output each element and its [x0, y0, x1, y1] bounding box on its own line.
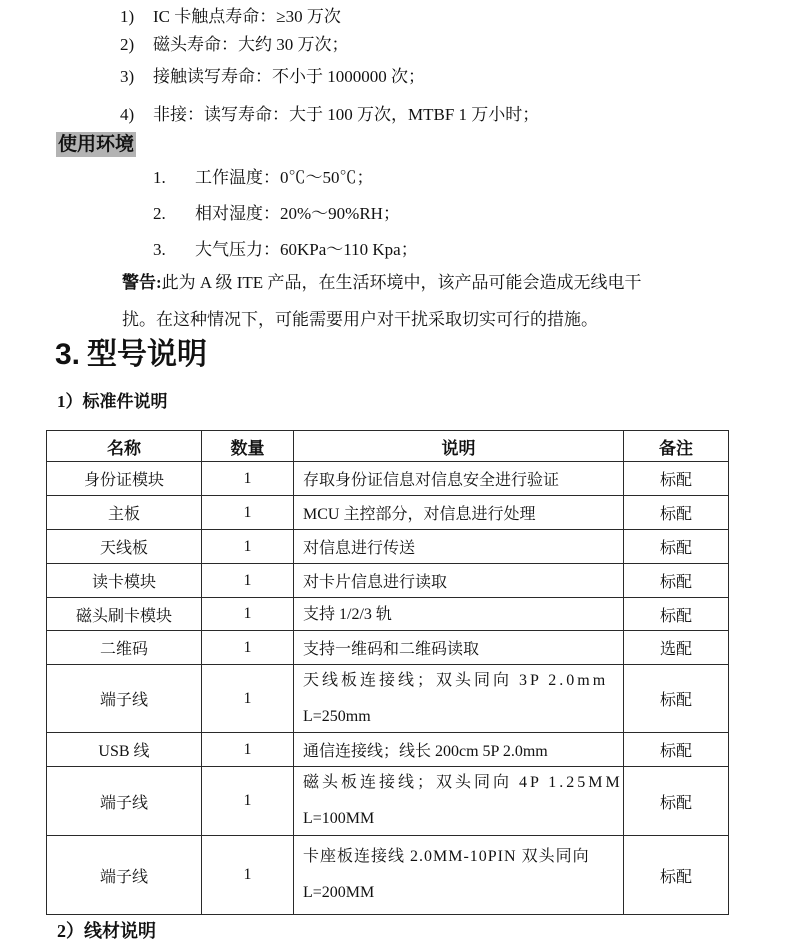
parts-table [46, 430, 729, 915]
cell-desc: 磁头板连接线；双头同向 4P 1.25MM L=100MM [294, 766, 624, 835]
header-cell-remark: 备注 [659, 438, 693, 458]
cell-remark: 标配 [624, 597, 728, 630]
cell-name: 身份证模块 [47, 461, 202, 495]
list-number: 1. [153, 168, 166, 187]
table-row [47, 563, 728, 597]
env-heading: 使用环境 [58, 134, 135, 155]
warning-label: 警告: [122, 273, 162, 292]
list-text: 工作温度：0℃～50℃； [195, 168, 374, 187]
cell-desc: MCU 主控部分，对信息进行处理 [294, 495, 624, 529]
table-row [47, 766, 728, 835]
cell-remark: 标配 [624, 766, 728, 835]
cell-remark: 标配 [624, 732, 728, 766]
cell-desc: 支持 1/2/3 轨 [294, 597, 624, 630]
cell-qty: 1 [202, 529, 294, 563]
header-cell-desc: 说明 [294, 431, 624, 461]
table-row [47, 630, 728, 664]
list-number: 2) [120, 35, 135, 54]
list-number: 3) [120, 67, 135, 86]
cell-remark: 标配 [624, 835, 728, 914]
list-number: 1) [120, 7, 135, 26]
cell-name: 磁头刷卡模块 [47, 597, 202, 630]
list-text: 磁头寿命：大约 30 万次； [153, 35, 349, 54]
env-list-item [153, 203, 400, 224]
cell-remark: 标配 [624, 495, 728, 529]
table-row [47, 529, 728, 563]
env-list-item [153, 167, 374, 188]
list-text: 相对湿度：20%～90%RH； [195, 204, 400, 223]
cell-qty: 1 [202, 597, 294, 630]
cell-desc: 对卡片信息进行读取 [294, 563, 624, 597]
cell-name: 二维码 [47, 630, 202, 664]
table-row [47, 495, 728, 529]
cell-name: 端子线 [47, 766, 202, 835]
cell-remark: 标配 [624, 461, 728, 495]
list-number: 3. [153, 240, 166, 259]
cell-qty: 1 [202, 495, 294, 529]
cell-remark: 选配 [624, 630, 728, 664]
list-text: IC 卡触点寿命：≥30 万次 [153, 7, 341, 26]
cell-name: 天线板 [47, 529, 202, 563]
list-text: 非接：读写寿命：大于 100 万次，MTBF 1 万小时； [153, 105, 540, 124]
spec-list-item [120, 104, 539, 125]
section-title: 型号说明 [87, 338, 208, 371]
cell-remark: 标配 [624, 529, 728, 563]
warning-line [122, 272, 641, 293]
spec-list-item [120, 34, 349, 55]
cell-desc: 天线板连接线；双头同向 3P 2.0mm L=250mm [294, 664, 624, 732]
cell-qty: 1 [202, 563, 294, 597]
table-row [47, 835, 728, 914]
cell-name: 读卡模块 [47, 563, 202, 597]
section-number: 3. [55, 338, 81, 371]
cell-desc: 卡座板连接线 2.0MM-10PIN 双头同向 L=200MM [294, 835, 624, 914]
cell-qty: 1 [202, 664, 294, 732]
list-number: 4) [120, 105, 135, 124]
cell-remark: 标配 [624, 563, 728, 597]
warning-text: 扰。在这种情况下，可能需要用户对干扰采取切实可行的措施。 [122, 310, 598, 329]
cell-name: 端子线 [47, 835, 202, 914]
cell-desc: 存取身份证信息对信息安全进行验证 [294, 461, 624, 495]
subsection-heading: 1）标准件说明 [57, 392, 168, 411]
env-list-item [153, 239, 418, 260]
list-text: 大气压力：60KPa～110 Kpa； [195, 240, 418, 259]
table-row [47, 461, 728, 495]
warning-text: 此为 A 级 ITE 产品，在生活环境中，该产品可能会造成无线电干 [161, 273, 642, 292]
spec-list-item [120, 66, 425, 87]
table-row [47, 664, 728, 732]
table-row [47, 732, 728, 766]
header-cell-name: 名称 [47, 431, 202, 461]
cell-qty: 1 [202, 835, 294, 914]
cell-qty: 1 [202, 766, 294, 835]
cell-name: 主板 [47, 495, 202, 529]
cell-qty: 1 [202, 732, 294, 766]
cell-remark: 标配 [624, 664, 728, 732]
cell-qty: 1 [202, 630, 294, 664]
table-header-row [47, 431, 728, 461]
list-number: 2. [153, 204, 166, 223]
header-cell-qty: 数量 [202, 431, 294, 461]
spec-list-item [120, 6, 341, 27]
cell-desc: 通信连接线；线长 200cm 5P 2.0mm [294, 732, 624, 766]
table-row [47, 597, 728, 630]
list-text: 接触读写寿命：不小于 1000000 次； [153, 67, 425, 86]
cell-desc: 支持一维码和二维码读取 [294, 630, 624, 664]
footer-subsection-heading: 2）线材说明 [57, 921, 156, 939]
warning-line [122, 309, 598, 330]
cell-desc: 对信息进行传送 [294, 529, 624, 563]
cell-name: USB 线 [47, 732, 202, 766]
cell-qty: 1 [202, 461, 294, 495]
section-heading [55, 336, 207, 374]
cell-name: 端子线 [47, 664, 202, 732]
